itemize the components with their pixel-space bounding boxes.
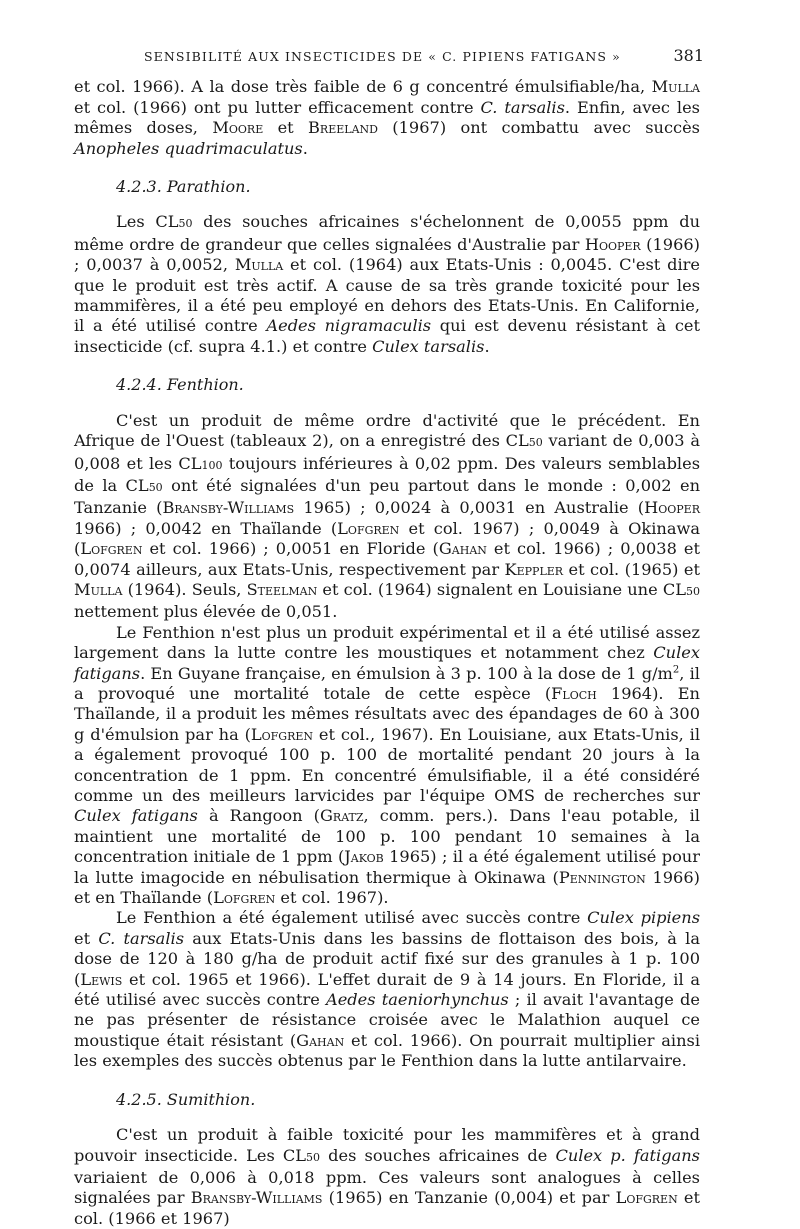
running-header — [144, 46, 704, 67]
fenthion-paragraph-3: Le Fenthion a été également utilisé avec succès contre Culex pipiens et C. tarsalis aux Etats-Unis dans les bassins de flottaison des bois, à la dose de 120 à 180 g/ha de produit actif fixé sur des granules à 1 p. 100 (Lewis et col. 1965 et 1966). L'effet durait de 9 à 14 jours. En Floride, il a été utilisé avec succès contre Aedes taeniorhynchus ; il avait l'avantage de ne pas présenter de résistance croisée avec le Malathion auquel ce moustique était résistant (Gahan et col. 1966). On pourrait multiplier ainsi les exemples des succès obtenus par le Fenthion dans la lutte antilarvaire. — [74, 908, 700, 1071]
fenthion-paragraph-1: C'est un produit de même ordre d'activité que le précédent. En Afrique de l'Ouest (tableaux 2), on a enregistré des CL50 variant de 0,003 à 0,008 et les CL100 toujours inférieures à 0,02 ppm. Des valeurs semblables de la CL50 ont été signalées d'un peu partout dans le monde : 0,002 en Tanzanie (Bransby-Williams 1965) ; 0,0024 à 0,0031 en Australie (Hooper 1966) ; 0,0042 en Thaïlande (Lofgren et col. 1967) ; 0,0049 à Okinawa (Lofgren et col. 1966) ; 0,0051 en Floride (Gahan et col. 1966) ; 0,0038 et 0,0074 ailleurs, aux Etats-Unis, respectivement par Keppler et col. (1965) et Mulla (1964). Seuls, Steelman et col. (1964) signalent en Louisiane une CL50 nettement plus élevée de 0,051. — [74, 410, 701, 622]
intro-paragraph: et col. 1966). A la dose très faible de 6 g concentré émulsifiable/ha, Mulla et col. (1966) ont pu lutter efficacement contre C. tarsalis. Enfin, avec les mêmes doses, Moore et Breeland (1967) ont combattu avec succès Anopheles quadrimaculatus. — [74, 77, 700, 158]
sumithion-paragraph: C'est un produit à faible toxicité pour les mammifères et à grand pouvoir insecticide. Les CL50 des souches africaines de Culex p. fatigans variaient de 0,006 à 0,018 ppm. Ces valeurs sont analogues à celles signalées par Bransby-Williams (1965) en Tanzanie (0,004) et par Lofgren et col. (1966 et 1967) — [74, 1125, 701, 1228]
parathion-paragraph: Les CL50 des souches africaines s'échelonnent de 0,0055 ppm du même ordre de grandeur que celles signalées d'Australie par Hooper (1966) ; 0,0037 à 0,0052, Mulla et col. (1964) aux Etats-Unis : 0,0045. C'est dire que le produit est très actif. A cause de sa très grande toxicité pour les mammifères, il a été peu employé en dehors des Etats-Unis. En Californie, il a été utilisé contre Aedes nigramaculis qui est devenu résistant à cet insecticide (cf. supra 4.1.) et contre Culex tarsalis. — [74, 212, 701, 356]
section-heading-sumithion: 4.2.5. Sumithion. — [116, 1089, 256, 1109]
section-heading-fenthion: 4.2.4. Fenthion. — [116, 375, 244, 395]
section-heading-parathion: 4.2.3. Parathion. — [116, 177, 251, 197]
running-title: SENSIBILITÉ AUX INSECTICIDES DE « C. PIPIENS FATIGANS » — [144, 49, 621, 64]
fenthion-paragraph-2: Le Fenthion n'est plus un produit expérimental et il a été utilisé assez largement dans la lutte contre les moustiques et notamment chez Culex fatigans. En Guyane française, en émulsion à 3 p. 100 à la dose de 1 $g/m^2$, il a provoqué une mortalité totale de cette espèce (Floch 1964). En Thaïlande, il a produit les mêmes résultats avec des épandages de 60 à 300 g d'émulsion par ha (Lofgren et col., 1967). En Louisiane, aux Etats-Unis, il a également provoqué 100 p. 100 de mortalité pendant 20 jours à la concentration de 1 ppm. En concentré émulsifiable, il a été considéré comme un des meilleurs larvicides par l'équipe OMS de recherches sur Culex fatigans à Rangoon (Gratz, comm. pers.). Dans l'eau potable, il maintient une mortalité de 100 p. 100 pendant 10 semaines à la concentration initiale de 1 ppm (Jakob 1965) ; il a été également utilisé pour la lutte imagocide en nébulisation thermique à Okinawa (Pennington 1966) et en Thaïlande (Lofgren et col. 1967). — [74, 622, 700, 908]
page-number: 381 — [673, 46, 704, 65]
